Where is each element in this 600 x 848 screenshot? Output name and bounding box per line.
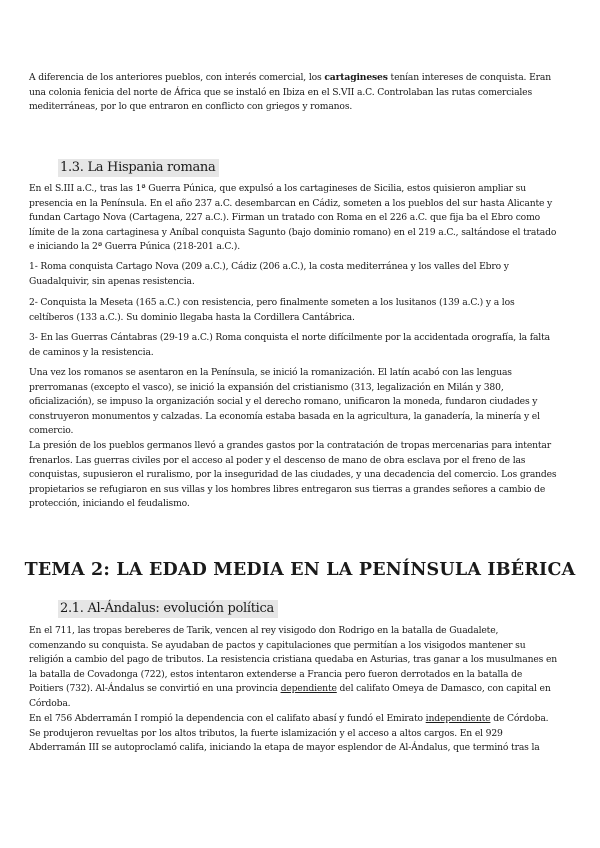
intro-bold-term: cartagineses	[324, 72, 388, 83]
al-andalus-paragraph-1	[29, 624, 557, 712]
hispania-paragraph-5	[29, 366, 557, 512]
underlined-term-dependiente: dependiente	[280, 683, 337, 695]
presion-germanos-text: La presión de los pueblos germanos llevó a grandes gastos por la contratación de tropas mercenarias para intentar frenarlos. Las guerras civiles por el acceso al poder y el descenso de mano de obra esclava por el freno de las conquistas, supusieron el ruralismo, por la inseguridad de las ciudades, y una decadencia del comercio. Los grandes propietarios se refugiaron en sus villas y los hombres libres entregaron sus tierras a grandes señores a cambio de protección, iniciando el feudalismo.	[29, 439, 557, 510]
underlined-term-independiente: independiente	[425, 713, 491, 724]
intro-text-end: tenían intereses de conquista. Eran una colonia fenicia del norte de África que se instaló en Ibiza en el S.VII a.C. Controlaban las rutas comerciales mediterráneas, por lo que entraron en conflicto con griegos y romanos.	[29, 72, 551, 113]
intro-paragraph	[29, 71, 557, 115]
section-heading-hispania-romana: 1.3. La Hispania romana	[58, 159, 219, 177]
hispania-paragraph-2: 1- Roma conquista Cartago Nova (209 a.C.), Cádiz (206 a.C.), la costa mediterránea y los valles del Ebro y Guadalquivir, sin apenas resistencia.	[29, 261, 509, 287]
intro-text-start: A diferencia de los anteriores pueblos, con interés comercial, los	[29, 72, 325, 83]
hispania-paragraph-4: 3- En las Guerras Cántabras (29-19 a.C.) Roma conquista el norte difícilmente por la accidentada orografía, la falta de caminos y la resistencia.	[29, 332, 550, 358]
romanizacion-text: Una vez los romanos se asentaron en la Península, se inició la romanización. El latín acabó con las lenguas prerromanas (excepto el vasco), se inició la expansión del cristianismo (313, legalización en Milán y 380, oficialización), se impuso la organización social y el derecho romano, unificaron la moneda, fundaron ciudades y construyeron monumentos y calzadas. La economía estaba basada en la agricultura, la ganadería, la minería y el comercio.	[29, 367, 540, 437]
section-heading-al-andalus: 2.1. Al-Ándalus: evolución política	[58, 600, 278, 618]
al-andalus-text-1a: En el 711, las tropas bereberes de Tarik, vencen al rey visigodo don Rodrigo en la batalla de Guadalete, comenzando su conquista. Se ayudaban de pactos y capitulaciones que permitían a los visigodos mantener su religión a cambio del pago de tributos. La resistencia cristiana quedaba en Asturias, tras ganar a los musulmanes en la batalla de Covadonga (722), estos intentaron extenderse a Francia pero fueron derrotados en la batalla de Poitiers (732). Al-Ándalus se convirtió en una provincia	[29, 625, 558, 695]
hispania-paragraph-1: En el S.III a.C., tras las 1ª Guerra Púnica, que expulsó a los cartagineses de Sicilia, estos quisieron ampliar su presencia en la Península. En el año 237 a.C. desembarcan en Cádiz, someten a los pueblos del sur hasta Alicante y fundan Cartago Nova (Cartagena, 227 a.C.). Firman un tratado con Roma en el 226 a.C. que fija ba el Ebro como límite de la zona cartaginesa y Aníbal conquista Sagunto (bajo dominio romano) en el 219 a.C., saltándose el tratado e iniciando la 2ª Guerra Púnica (218-201 a.C.).	[29, 183, 557, 253]
al-andalus-text-2b: de Córdoba. Se produjeron revueltas por los altos tributos, la fuerte islamización y el acceso a altos cargos. En el 929 Abderramán III se autoproclamó califa, iniciando la etapa de mayor esplendor de Al-Ándalus, que terminó tras la	[29, 713, 549, 754]
hispania-paragraph-3: 2- Conquista la Meseta (165 a.C.) con resistencia, pero finalmente someten a los lusitanos (139 a.C.) y a los celtíberos (133 a.C.). Su dominio llegaba hasta la Cordillera Cantábrica.	[29, 297, 515, 323]
tema-2-title: TEMA 2: LA EDAD MEDIA EN LA PENÍNSULA IBÉRICA	[24, 560, 576, 580]
al-andalus-paragraph-2	[29, 712, 557, 756]
al-andalus-text-1b: del califato Omeya de Damasco, con capital en Córdoba.	[29, 683, 551, 709]
al-andalus-text-2a: En el 756 Abderramán I rompió la dependencia con el califato abasí y fundó el Emirato	[29, 713, 426, 724]
